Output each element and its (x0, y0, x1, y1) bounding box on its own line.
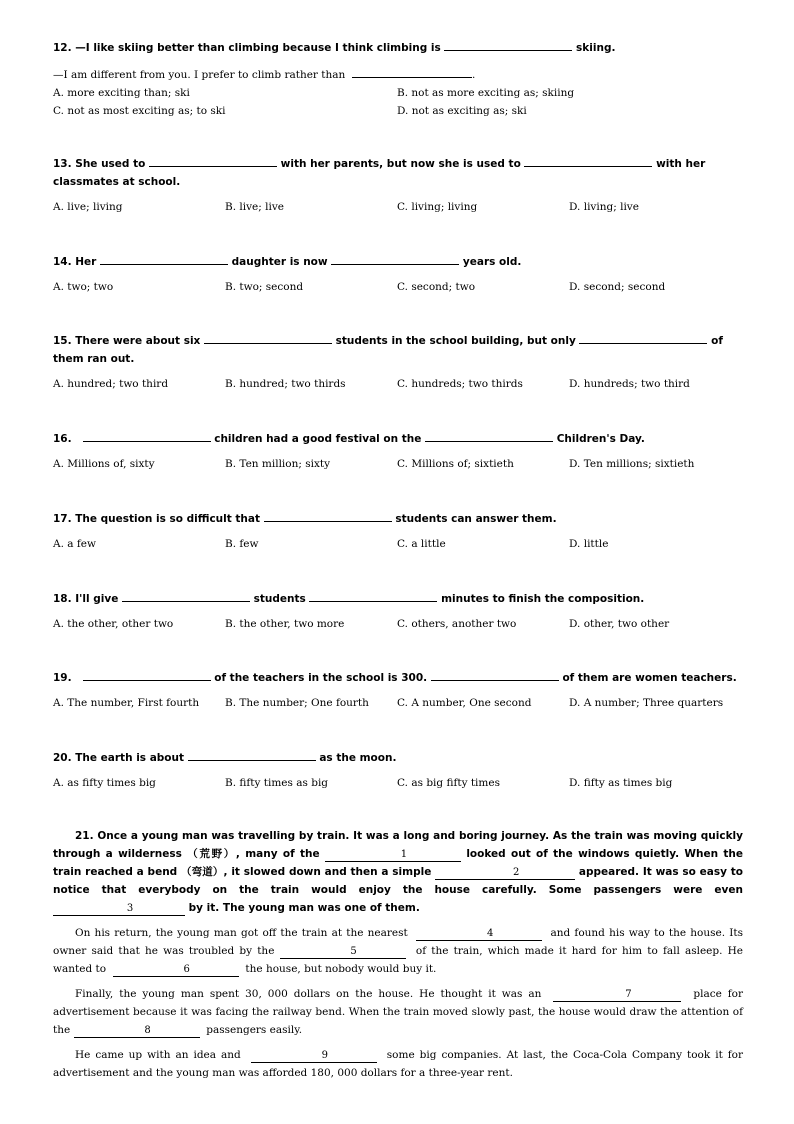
question-12-reply: —I am different from you. I prefer to climb rather than . (53, 65, 743, 84)
option-d[interactable]: D. not as exciting as; ski (397, 105, 527, 117)
answer-blank[interactable] (83, 668, 211, 681)
option-b[interactable]: B. few (225, 538, 259, 550)
question-15-stem-cont: them ran out. (53, 353, 135, 365)
question-17 (53, 509, 743, 553)
option-c[interactable]: C. as big fifty times (397, 777, 500, 789)
option-d[interactable]: D. hundreds; two third (569, 378, 690, 390)
option-a[interactable]: A. the other, other two (53, 618, 174, 630)
question-14-options (53, 278, 743, 296)
question-17-stem: 17. The question is so difficult that students can answer them. (53, 509, 743, 528)
answer-blank[interactable] (352, 65, 472, 78)
answer-blank[interactable] (331, 252, 459, 265)
passage-paragraph-3: Finally, the young man spent 30, 000 dollars on the house. He thought it was an 7 place for advertisement because it was facing the railway bend. When the train moved slowly past, the house would draw the attention of the 8 passengers easily. (53, 988, 743, 1036)
option-c[interactable]: C. hundreds; two thirds (397, 378, 523, 390)
option-d[interactable]: D. little (569, 538, 609, 550)
question-14 (53, 252, 743, 296)
answer-blank[interactable] (309, 589, 437, 602)
passage-paragraph-2: On his return, the young man got off the train at the nearest 4 and found his way to the house. Its owner said that he was troubled by the 5 of the train, which made it hard for him to fall asleep. He wanted to 6 the house, but nobody would buy it. (53, 927, 743, 975)
question-18-options (53, 615, 743, 633)
question-12-options (53, 84, 743, 102)
question-20 (53, 748, 743, 792)
question-13 (53, 154, 743, 216)
option-b[interactable]: B. the other, two more (225, 618, 345, 630)
answer-blank[interactable] (83, 429, 211, 442)
question-17-options (53, 535, 743, 553)
question-16 (53, 429, 743, 473)
option-d[interactable]: D. A number; Three quarters (569, 697, 724, 709)
question-13-stem: 13. She used to with her parents, but now she is used to with her (53, 154, 743, 173)
question-15 (53, 331, 743, 393)
answer-blank[interactable] (122, 589, 250, 602)
option-d[interactable]: D. other, two other (569, 618, 670, 630)
answer-blank[interactable] (100, 252, 228, 265)
answer-blank[interactable] (425, 429, 553, 442)
option-c[interactable]: C. second; two (397, 281, 476, 293)
question-13-stem-cont: classmates at school. (53, 176, 181, 188)
question-20-options (53, 774, 743, 792)
option-c[interactable]: C. A number, One second (397, 697, 532, 709)
cloze-blank-4[interactable]: 4 (416, 927, 542, 941)
option-a[interactable]: A. two; two (53, 281, 114, 293)
option-c[interactable]: C. Millions of; sixtieth (397, 458, 514, 470)
question-18 (53, 589, 743, 633)
answer-blank[interactable] (431, 668, 559, 681)
cloze-blank-1[interactable]: 1 (325, 848, 461, 862)
question-19-options (53, 694, 743, 712)
question-19 (53, 668, 743, 712)
cloze-blank-7[interactable]: 7 (553, 988, 681, 1002)
option-a[interactable]: A. hundred; two third (53, 378, 169, 390)
option-b[interactable]: B. two; second (225, 281, 304, 293)
question-21-passage (53, 827, 743, 1089)
question-12-stem: 12. —I like skiing better than climbing because I think climbing is skiing. (53, 38, 743, 57)
question-16-stem: 16. children had a good festival on the Children's Day. (53, 429, 743, 448)
question-12 (53, 38, 743, 120)
answer-blank[interactable] (524, 154, 652, 167)
option-d[interactable]: D. second; second (569, 281, 666, 293)
cloze-blank-2[interactable]: 2 (435, 866, 575, 880)
option-b[interactable]: B. fifty times as big (225, 777, 329, 789)
option-a[interactable]: A. more exciting than; ski (53, 87, 190, 99)
option-c[interactable]: C. not as most exciting as; to ski (53, 105, 226, 117)
answer-blank[interactable] (264, 509, 392, 522)
answer-blank[interactable] (188, 748, 316, 761)
question-12-options-2 (53, 102, 743, 120)
question-16-options (53, 455, 743, 473)
cloze-blank-9[interactable]: 9 (251, 1049, 377, 1063)
cloze-blank-5[interactable]: 5 (280, 945, 406, 959)
option-b[interactable]: B. live; live (225, 201, 284, 213)
answer-blank[interactable] (149, 154, 277, 167)
option-a[interactable]: A. a few (53, 538, 96, 550)
question-18-stem: 18. I'll give students minutes to finish the composition. (53, 589, 743, 608)
option-a[interactable]: A. as fifty times big (53, 777, 156, 789)
option-a[interactable]: A. Millions of, sixty (53, 458, 155, 470)
answer-blank[interactable] (444, 38, 572, 51)
option-b[interactable]: B. hundred; two thirds (225, 378, 346, 390)
option-d[interactable]: D. living; live (569, 201, 639, 213)
option-d[interactable]: D. fifty as times big (569, 777, 673, 789)
option-c[interactable]: C. a little (397, 538, 446, 550)
answer-blank[interactable] (579, 331, 707, 344)
passage-paragraph-1: 21. Once a young man was travelling by train. It was a long and boring journey. As the train was moving quickly through a wilderness （荒野）, many of the 1 looked out of the windows quietly. When the train reached a bend （弯道）, it slowed down and then a simple 2 appeared. It was so easy to notice that everybody on the train would enjoy the house carefully. Some passengers were even 3 by it. The young man was one of them. (53, 830, 744, 914)
option-d[interactable]: D. Ten millions; sixtieth (569, 458, 695, 470)
option-c[interactable]: C. others, another two (397, 618, 517, 630)
question-15-stem: 15. There were about six students in the school building, but only of (53, 331, 743, 350)
option-b[interactable]: B. not as more exciting as; skiing (397, 87, 575, 99)
passage-paragraph-4: He came up with an idea and 9 some big companies. At last, the Coca-Cola Company took it for advertisement and the young man was afforded 180, 000 dollars for a three-year rent. (53, 1049, 744, 1079)
question-15-options (53, 375, 743, 393)
option-a[interactable]: A. live; living (53, 201, 123, 213)
cloze-blank-3[interactable]: 3 (53, 902, 185, 916)
question-13-options (53, 198, 743, 216)
cloze-blank-6[interactable]: 6 (113, 963, 239, 977)
question-20-stem: 20. The earth is about as the moon. (53, 748, 743, 767)
option-c[interactable]: C. living; living (397, 201, 478, 213)
option-b[interactable]: B. Ten million; sixty (225, 458, 331, 470)
cloze-blank-8[interactable]: 8 (74, 1024, 200, 1038)
question-19-stem: 19. of the teachers in the school is 300. of them are women teachers. (53, 668, 743, 687)
question-14-stem: 14. Her daughter is now years old. (53, 252, 743, 271)
answer-blank[interactable] (204, 331, 332, 344)
option-b[interactable]: B. The number; One fourth (225, 697, 369, 709)
option-a[interactable]: A. The number, First fourth (53, 697, 200, 709)
